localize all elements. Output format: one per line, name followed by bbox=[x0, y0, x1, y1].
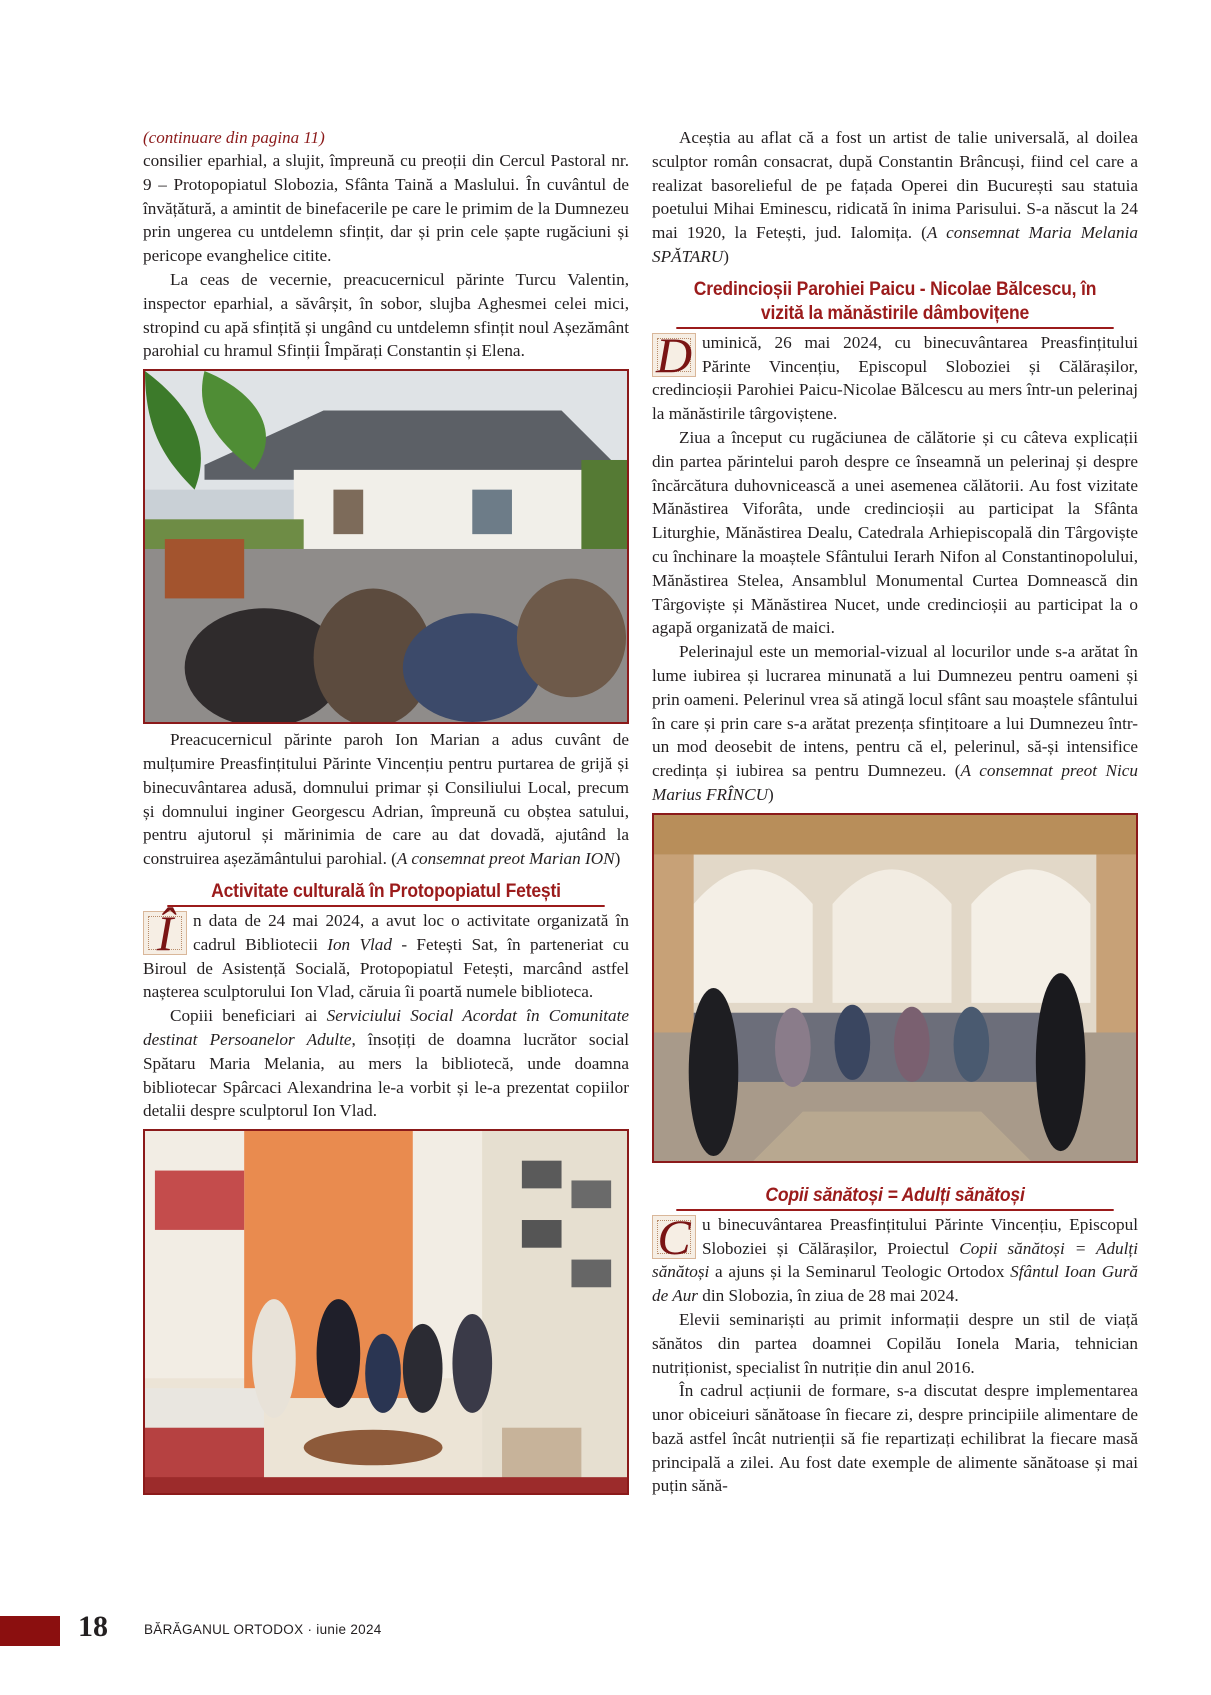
left-paragraph-4: Î n data de 24 mai 2024, a avut loc o activitate organizată în cadrul Bibliotecii Ion Vlad - Fetești Sat, în parteneriat cu Biroul de Asistență Socială, Protopopiatul Fetești, marcând astfel nașterea sculptorului Ion Vlad, căruia îi poartă numele biblioteca. bbox=[143, 904, 629, 1002]
heading-healthy-children: Copii sănătoși = Adulți sănătoși bbox=[676, 1183, 1113, 1211]
right-paragraph-5: C u binecuvântarea Preasfințitului Părinte Vincențiu, Episcopul Sloboziei și Călărașilor, Proiectul Copii sănătoși = Adulți sănătoși a ajuns și la Seminarul Teologic Ortodox Sfântul Ioan Gură de Aur din Slobozia, în ziua de 28 mai 2024. bbox=[652, 1208, 1138, 1306]
right-paragraph-3: Ziua a început cu rugăciunea de călătorie și cu câteva explicații din partea părintelui paroh despre ce înseamnă un pelerinaj și despre încărcătura duhovnicească a unei asemenea călătorii. Au fost vizitate Mănăstirea Viforâta, unde credincioșii au participat la Sfânta Liturghie, Mănăstirea Dealu, Catedrala Arhiepiscopală din Târgoviște cu închinare la moaștele Sfântului Ierarh Nifon al Constantinopolului, Mănăstirea Stelea, Ansamblul Monumental Curtea Domnească din Târgoviște și Mănăstirea Nucet, unde credincioșii au participat la o agapă organizată de maici. bbox=[652, 427, 1138, 638]
right-paragraph-7: În cadrul acțiunii de formare, s-a discutat despre implementarea unor obiceiuri sănătoase în fiecare zi, despre principiile alimentare de bază astfel încât nutrienții să fie repartizați echilibrat la fiecare masă principală a zilei. Au fost date exemple de alimente sănătoase și mai puțin sănă- bbox=[652, 1381, 1138, 1496]
right-paragraph-6: Elevii seminariști au primit informații despre un stil de viață sănătos din partea doamnei Copilău Ionela Maria, tehnician nutriționist, specialist în nutriție din anul 2016. bbox=[652, 1309, 1138, 1377]
dropcap-c: C bbox=[652, 1215, 696, 1259]
right-paragraph-2: D uminică, 26 mai 2024, cu binecuvântarea Preasfințitului Părinte Vincențiu, Episcopul Sloboziei și Călărașilor, credincioșii Parohiei Paicu-Nicolae Bălcescu au mers într-un pelerinaj la mănăstirile târgoviștene. bbox=[652, 326, 1138, 424]
footer-bar bbox=[0, 1616, 60, 1646]
left-paragraph-1: consilier eparhial, a slujit, împreună cu preoții din Cercul Pastoral nr. 9 – Protopopiatul Slobozia, Sfânta Taină a Maslului. În cuvântul de învățătură, a amintit de binefacerile pe care le primim de la Dumnezeu prin ungerea cu untdelemn sfințit, dar și prin cele șapte rugăciuni și pericope evanghelice citite. bbox=[143, 151, 629, 266]
right-paragraph-4: Pelerinajul este un memorial-vizual al locurilor unde s-a arătat în lume iubirea și lucrarea minunată a lui Dumnezeu pentru oameni și prin oameni. Pelerinul vrea să atingă locul sfânt sau moaștele sfântului în care și prin care s-a arătat prezența sfințitoare a lui Dumnezeu într-un mod deosebit de intens, pentru că el, pelerinul, să-și intensifice credința și iubirea sa pentru Dumnezeu. (A consemnat preot Nicu Marius FRÎNCU) bbox=[652, 642, 1138, 804]
heading-pilgrimage: Credincioșii Parohiei Paicu - Nicolae Bălcescu, în vizită la mănăstirile dâmbovițene bbox=[676, 277, 1113, 329]
continuation-note: (continuare din pagina 11) bbox=[143, 128, 325, 147]
photo-library-visit bbox=[143, 1129, 629, 1495]
left-column bbox=[143, 126, 629, 1495]
dropcap-i: Î bbox=[143, 911, 187, 955]
left-paragraph-3: Preacucernicul părinte paroh Ion Marian a adus cuvânt de mulțumire Preasfințitului Părinte Vincențiu pentru purtarea de grijă și binecuvântarea adusă, domnului primar și Consiliului Local, precum și domnului inginer Georgescu Adrian, împreună cu obștea satului, pentru ajutorul și mărinimia de care au dat dovadă, ajutând la construirea așezământului parohial. (A consemnat preot Marian ION) bbox=[143, 730, 629, 869]
right-column bbox=[652, 126, 1138, 1498]
left-paragraph-5: Copiii beneficiari ai Serviciului Social Acordat în Comunitate destinat Persoanelor Adulte, însoțiți de doamna lucrător social Spătaru Maria Melania, au mers la bibliotecă, unde doamna bibliotecar Spârcaci Alexandrina le-a vorbit și le-a prezentat copiilor detalii despre sculptorul Ion Vlad. bbox=[143, 1006, 630, 1121]
left-paragraph-2: La ceas de vecernie, preacucernicul părinte Turcu Valentin, inspector eparhial, a săvârșit, în sobor, slujba Aghesmei celei mici, stropind cu apă sfințită și ungând cu untdelemn sfințit noul Așezământ parohial cu hramul Sfinții Împărați Constantin și Elena. bbox=[143, 269, 629, 361]
page-number: 18 bbox=[78, 1610, 108, 1643]
dropcap-d: D bbox=[652, 333, 696, 377]
photo-parish-house-blessing bbox=[143, 369, 629, 724]
right-paragraph-1: Aceștia au aflat că a fost un artist de talie universală, al doilea sculptor român consacrat, după Constantin Brâncuși, fiind cel care a realizat basorelieful de pe fațada Operei din București sau statuia poetului Mihai Eminescu, ridicată în inima Parisului. S-a născut la 24 mai 1920, la Fetești, jud. Ialomița. (A consemnat Maria Melania SPĂTARU) bbox=[652, 128, 1138, 266]
photo-monastery-interior bbox=[652, 813, 1138, 1163]
footer-publication: BĂRĂGANUL ORTODOX · iunie 2024 bbox=[144, 1622, 382, 1637]
heading-cultural-activity: Activitate culturală în Protopopiatul Fetești bbox=[167, 879, 604, 907]
